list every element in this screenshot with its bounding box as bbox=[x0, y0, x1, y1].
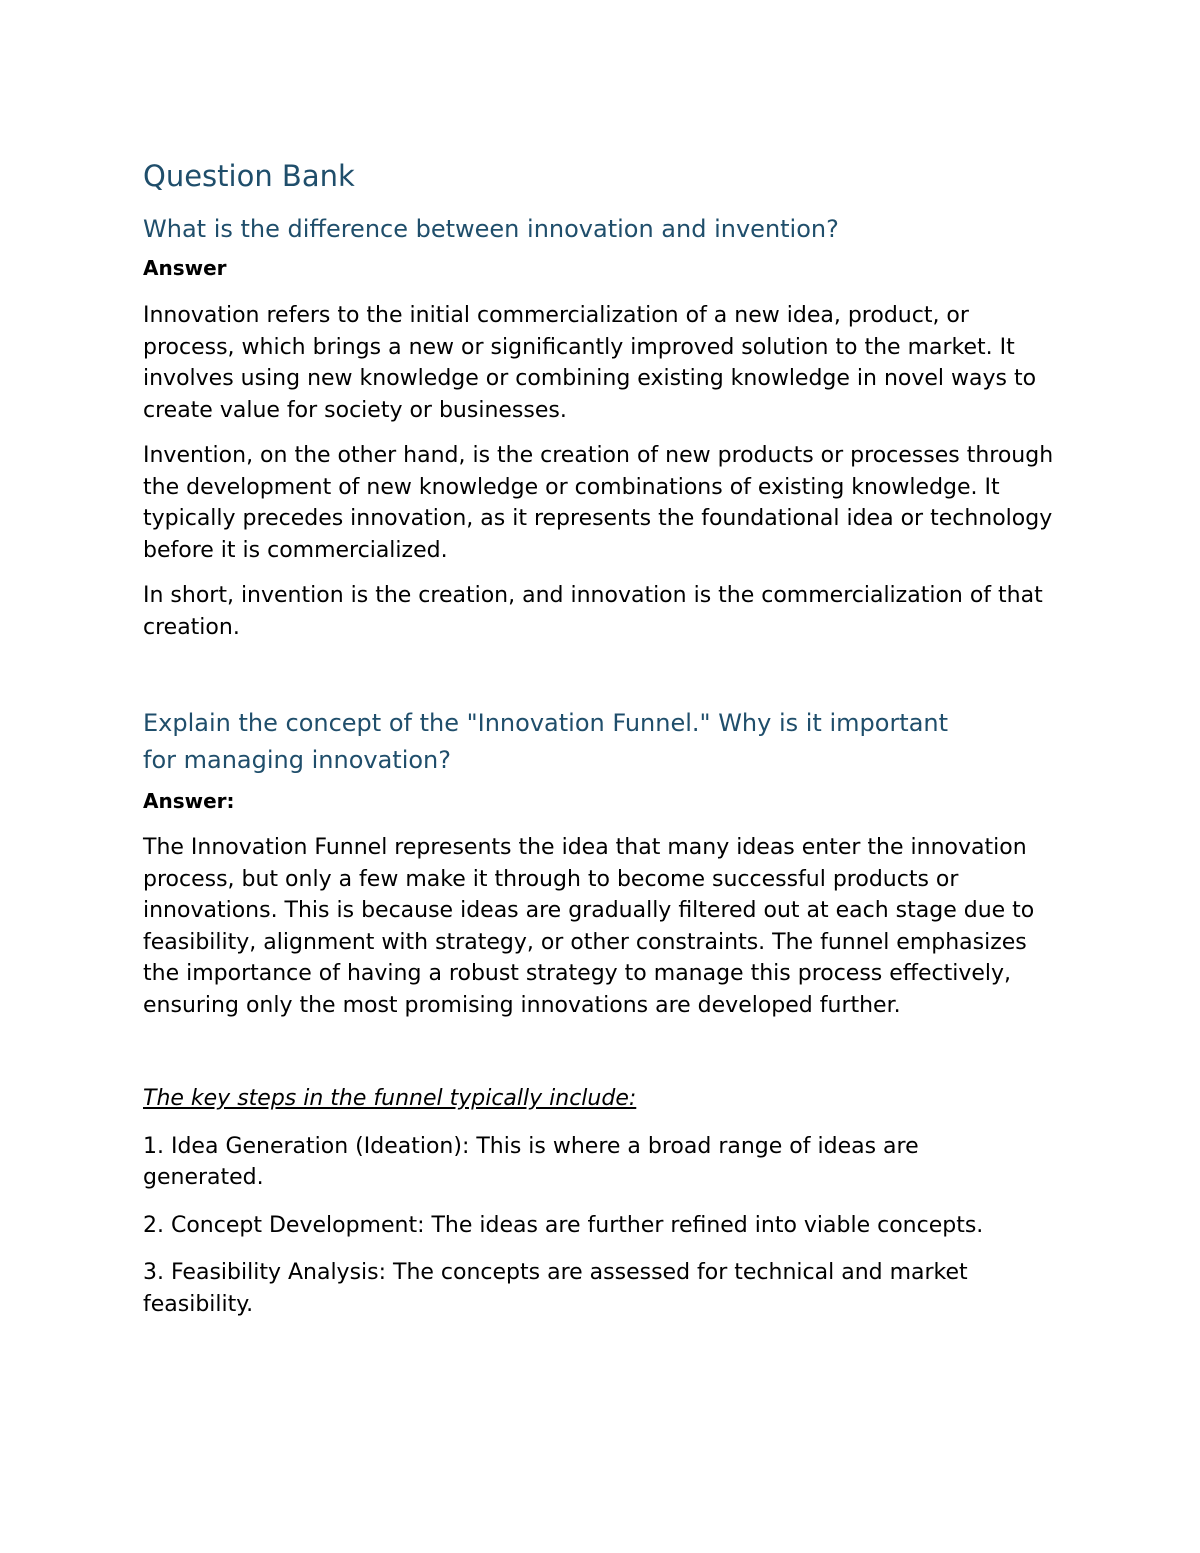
paragraph-innovation-definition: Innovation refers to the initial commercialization of a new idea, product, or process, which brings a new or significantly improved solution to the market. It involves using new knowledge or combining existing knowledge in novel ways to create value for society or businesses. bbox=[143, 303, 1037, 423]
question-heading-2: Explain the concept of the "Innovation Funnel." Why is it important for managing innovation? bbox=[143, 709, 949, 774]
list-item: 3. Feasibility Analysis: The concepts are assessed for technical and market feasibility. bbox=[143, 1260, 968, 1317]
paragraph-invention-definition: Invention, on the other hand, is the creation of new products or processes through the development of new knowledge or combinations of existing knowledge. It typically precedes innovation, as it represents the foundational idea or technology before it is commercialized. bbox=[143, 443, 1054, 563]
paragraph-summary: In short, invention is the creation, and innovation is the commercialization of that creation. bbox=[143, 583, 1043, 640]
document-content bbox=[143, 157, 1073, 1320]
answer-label-1: Answer bbox=[143, 256, 227, 280]
question-heading-1: What is the difference between innovation and invention? bbox=[143, 215, 839, 243]
list-item: 1. Idea Generation (Ideation): This is where a broad range of ideas are generated. bbox=[143, 1133, 919, 1190]
paragraph-funnel-explanation: The Innovation Funnel represents the idea that many ideas enter the innovation process, but only a few make it through to become successful products or innovations. This is because ideas are gradually filtered out at each stage due to feasibility, alignment with strategy, or other constraints. The funnel emphasizes the importance of having a robust strategy to manage this process effectively, ensuring only the most promising innovations are developed further. bbox=[143, 835, 1035, 1018]
answer-label-2: Answer: bbox=[143, 789, 235, 813]
list-item: 2. Concept Development: The ideas are further refined into viable concepts. bbox=[143, 1212, 984, 1238]
steps-intro: The key steps in the funnel typically include: bbox=[143, 1086, 637, 1111]
document-title: Question Bank bbox=[143, 159, 355, 193]
